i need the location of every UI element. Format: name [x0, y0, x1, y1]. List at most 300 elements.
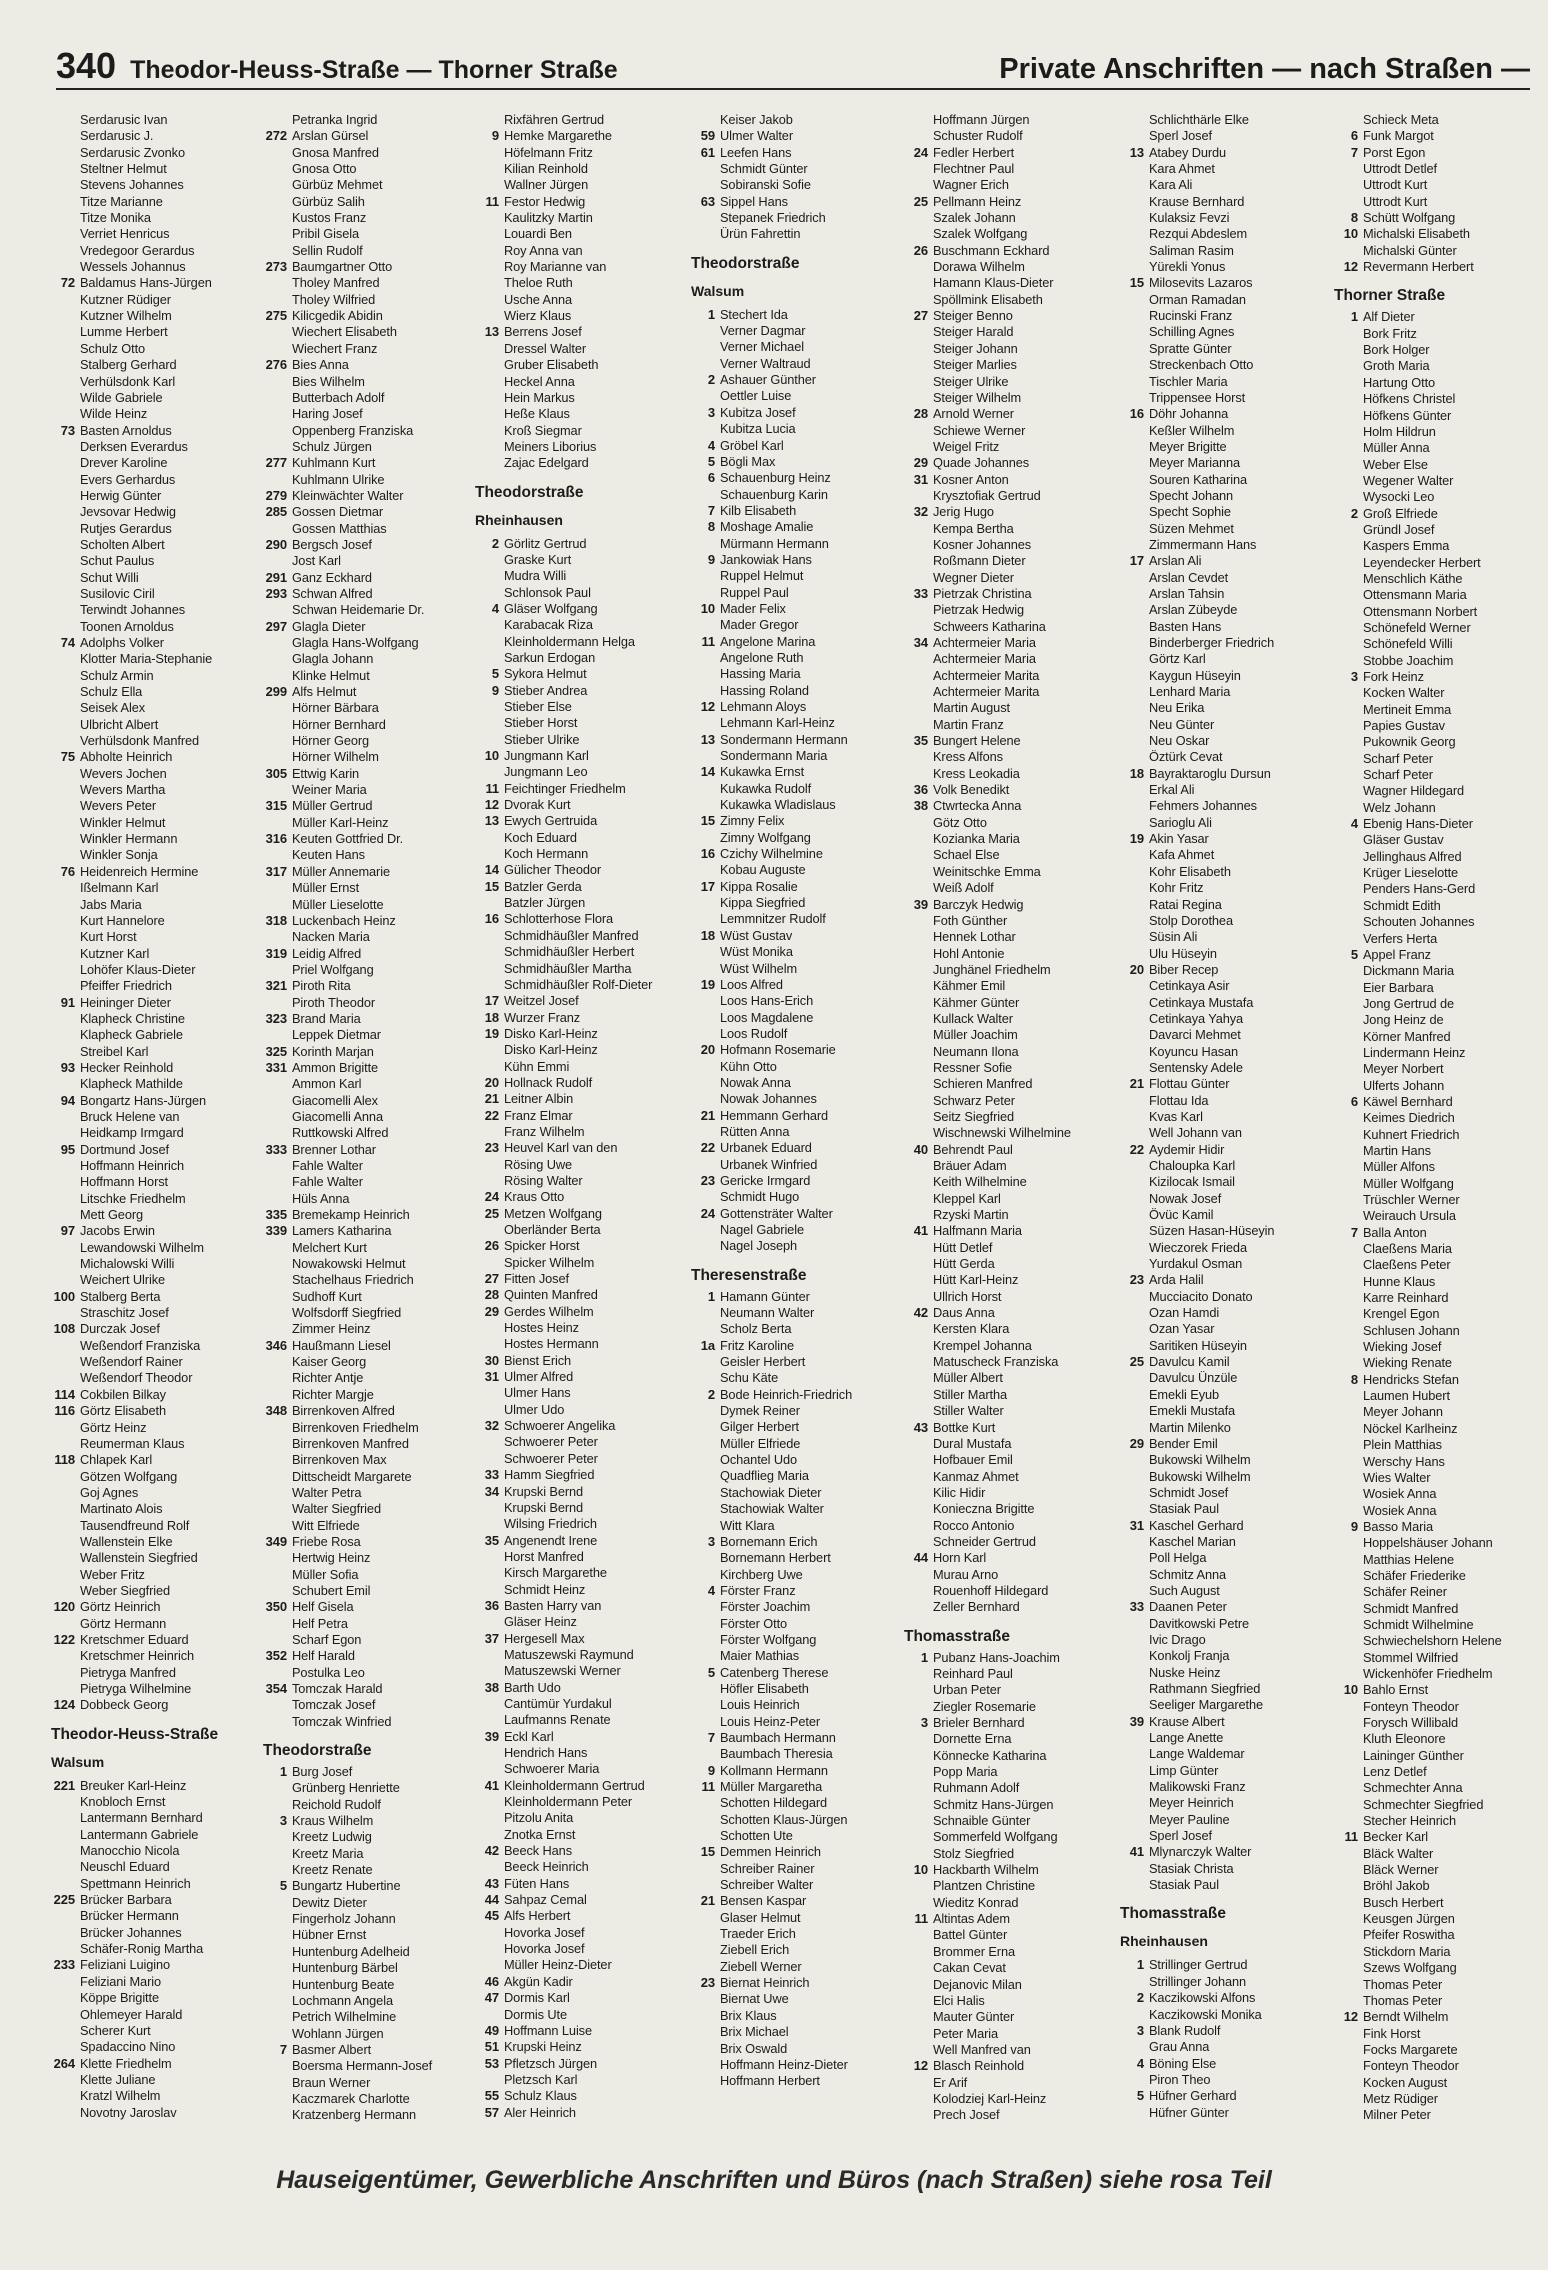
resident-entry	[690, 1583, 902, 1599]
resident-entry	[690, 1338, 902, 1354]
resident-entry	[903, 798, 1115, 814]
resident-entry	[50, 1957, 262, 1973]
resident-name: Ruttkowski Alfred	[292, 1125, 389, 1141]
house-number: 46	[484, 1973, 499, 1989]
resident-entry	[262, 1354, 474, 1370]
resident-name: Ruhmann Adolf	[933, 1780, 1020, 1796]
resident-entry	[262, 684, 474, 700]
resident-entry	[690, 1942, 902, 1958]
resident-name: Heidenreich Hermine	[80, 863, 199, 879]
resident-entry	[690, 388, 902, 404]
resident-name: Loos Alfred	[720, 976, 783, 992]
resident-name: Kleinholdermann Peter	[504, 1794, 633, 1810]
resident-entry	[262, 423, 474, 439]
house-number: 35	[913, 733, 928, 749]
resident-name: Stasiak Paul	[1149, 1501, 1219, 1517]
resident-entry	[50, 880, 262, 896]
house-number: 12	[700, 699, 715, 714]
resident-entry	[1119, 913, 1331, 929]
resident-name: Krysztofiak Gertrud	[933, 487, 1041, 503]
resident-entry	[474, 1729, 686, 1745]
resident-name: Straschitz Josef	[80, 1305, 169, 1321]
resident-entry	[1333, 1895, 1545, 1911]
resident-entry	[262, 1207, 474, 1223]
resident-name: Ratai Regina	[1149, 896, 1222, 912]
resident-name: Kraus Otto	[504, 1189, 565, 1205]
resident-name: Kobau Auguste	[720, 862, 806, 878]
house-number: 75	[60, 749, 75, 765]
resident-entry	[1119, 1648, 1331, 1664]
house-number: 28	[484, 1287, 499, 1303]
house-number: 335	[265, 1207, 287, 1223]
resident-name: Richter Margje	[292, 1386, 374, 1402]
resident-entry	[474, 1369, 686, 1385]
resident-entry	[50, 1060, 262, 1076]
resident-name: Hüls Anna	[292, 1190, 350, 1206]
resident-name: Gürbüz Mehmet	[292, 177, 383, 193]
house-number: 49	[484, 2022, 499, 2038]
resident-entry	[1333, 783, 1545, 799]
resident-name: Lehmann Karl-Heinz	[720, 715, 835, 731]
resident-name: Weiner Maria	[292, 782, 367, 798]
resident-entry	[474, 2007, 686, 2023]
resident-name: Mertineit Emma	[1363, 701, 1452, 717]
resident-entry	[1119, 1730, 1331, 1746]
resident-entry	[690, 862, 902, 878]
resident-entry	[50, 357, 262, 373]
resident-entry	[690, 1436, 902, 1452]
street-heading: Theresenstraße	[691, 1266, 807, 1284]
resident-name: Lochmann Angela	[292, 1992, 393, 2008]
resident-name: Tholey Wilfried	[292, 291, 376, 307]
resident-entry	[262, 1501, 474, 1517]
resident-entry	[50, 995, 262, 1011]
resident-entry	[262, 1583, 474, 1599]
resident-name: Serdarusic Ivan	[80, 112, 168, 127]
resident-name: Stepanek Friedrich	[720, 210, 826, 226]
resident-name: Lange Anette	[1149, 1730, 1224, 1746]
resident-entry	[690, 438, 902, 454]
resident-entry	[1119, 1828, 1331, 1844]
resident-name: Becker Karl	[1363, 1829, 1429, 1845]
resident-name: Schulz Jürgen	[292, 438, 372, 454]
house-number: 7	[1350, 1224, 1358, 1240]
resident-entry	[262, 1681, 474, 1697]
resident-name: Martin August	[933, 700, 1010, 716]
resident-entry	[262, 1174, 474, 1190]
resident-name: Förster Franz	[720, 1582, 796, 1598]
resident-entry	[474, 439, 686, 455]
resident-name: Süzen Mehmet	[1149, 520, 1234, 536]
resident-entry	[262, 1044, 474, 1060]
resident-entry	[1333, 1208, 1545, 1224]
resident-entry	[50, 1990, 262, 2006]
resident-entry	[50, 1778, 262, 1794]
resident-entry	[474, 993, 686, 1009]
resident-name: Stolz Siegfried	[933, 1845, 1015, 1861]
resident-entry	[262, 995, 474, 1011]
resident-entry	[474, 830, 686, 846]
resident-entry	[474, 1173, 686, 1189]
house-number: 11	[914, 1911, 928, 1927]
resident-entry	[1333, 342, 1545, 358]
resident-name: Fonteyn Theodor	[1363, 1698, 1459, 1714]
resident-name: Blasch Reinhold	[933, 2058, 1024, 2074]
resident-name: Mucciacito Donato	[1149, 1288, 1253, 1304]
resident-entry	[903, 1207, 1115, 1223]
resident-entry	[690, 1222, 902, 1238]
resident-entry	[690, 1485, 902, 1501]
resident-entry	[690, 1648, 902, 1664]
resident-entry	[50, 1827, 262, 1843]
house-number: 8	[707, 519, 715, 535]
resident-name: Schouten Johannes	[1363, 914, 1475, 930]
resident-name: Roy Marianne van	[504, 259, 607, 275]
resident-name: Specht Sophie	[1149, 504, 1231, 520]
resident-entry	[474, 1565, 686, 1581]
house-number: 7	[707, 1729, 715, 1745]
resident-entry	[903, 1878, 1115, 1894]
resident-entry	[1333, 1731, 1545, 1747]
resident-name: Matthias Helene	[1363, 1551, 1454, 1567]
resident-name: Welz Johann	[1363, 799, 1436, 815]
resident-entry	[903, 570, 1115, 586]
resident-entry	[1333, 112, 1545, 128]
resident-entry	[690, 194, 902, 210]
house-number: 38	[484, 1679, 499, 1695]
resident-entry	[1333, 358, 1545, 374]
resident-name: Pitzolu Anita	[504, 1810, 574, 1826]
resident-name: Bork Holger	[1363, 342, 1430, 358]
resident-entry	[690, 1321, 902, 1337]
resident-entry	[1333, 571, 1545, 587]
resident-name: Kaczmarek Charlotte	[292, 2090, 410, 2106]
resident-entry	[474, 112, 686, 128]
resident-entry	[1333, 996, 1545, 1012]
resident-entry	[1119, 1844, 1331, 1860]
resident-name: Cetinkaya Asir	[1149, 978, 1230, 994]
resident-name: Kippa Rosalie	[720, 878, 798, 894]
resident-name: Leefen Hans	[720, 144, 792, 160]
resident-name: Sondermann Maria	[720, 748, 828, 764]
resident-name: Oberländer Berta	[504, 1222, 601, 1237]
resident-name: Rocco Antonio	[933, 1517, 1015, 1533]
resident-entry	[262, 1813, 474, 1829]
resident-name: Basten Hans	[1149, 618, 1222, 634]
resident-name: Stieber Horst	[504, 715, 578, 731]
house-number: 5	[707, 1664, 715, 1680]
resident-entry	[262, 1240, 474, 1256]
house-number: 43	[484, 1875, 499, 1891]
resident-entry	[690, 813, 902, 829]
resident-entry	[1119, 1174, 1331, 1190]
resident-name: Walter Siegfried	[292, 1501, 381, 1517]
resident-name: Höfler Elisabeth	[720, 1680, 809, 1696]
resident-entry	[690, 226, 902, 242]
resident-entry	[903, 1599, 1115, 1615]
resident-name: Yürekli Yonus	[1149, 259, 1226, 275]
resident-entry	[690, 210, 902, 226]
resident-entry	[1119, 1485, 1331, 1501]
resident-name: Krupski Bernd	[504, 1483, 584, 1499]
resident-name: Grau Anna	[1149, 2039, 1210, 2055]
house-number: 11	[485, 193, 499, 209]
resident-name: Schlichthärle Elke	[1149, 112, 1249, 127]
resident-name: Steiger Ulrike	[933, 373, 1009, 389]
resident-name: Boersma Hermann-Josef	[292, 2058, 433, 2074]
resident-entry	[1119, 1534, 1331, 1550]
resident-entry	[1333, 408, 1545, 424]
resident-entry	[262, 2042, 474, 2058]
resident-name: Weirauch Ursula	[1363, 1208, 1456, 1224]
resident-name: Franz Elmar	[504, 1107, 573, 1123]
house-number: 36	[484, 1597, 499, 1613]
resident-name: Peter Maria	[933, 2025, 999, 2041]
resident-entry	[474, 145, 686, 161]
resident-entry	[1333, 1960, 1545, 1976]
resident-entry	[474, 1091, 686, 1107]
resident-name: Neu Oskar	[1149, 733, 1210, 749]
resident-name: Lantermann Gabriele	[80, 1826, 199, 1842]
house-number: 9	[491, 128, 499, 144]
resident-name: Sarioglu Ali	[1149, 814, 1212, 830]
resident-name: Schael Else	[933, 847, 1000, 863]
resident-name: Weigel Fritz	[933, 438, 1000, 454]
resident-entry	[1119, 602, 1331, 618]
resident-entry	[50, 2056, 262, 2072]
resident-entry	[50, 145, 262, 161]
resident-name: Höfelmann Fritz	[504, 144, 593, 160]
resident-name: Nowak Anna	[720, 1074, 791, 1090]
resident-name: Schneider Gertrud	[933, 1533, 1036, 1549]
resident-name: Kroß Siegmar	[504, 422, 582, 438]
resident-name: Milosevits Lazaros	[1149, 275, 1253, 291]
resident-name: Bies Anna	[292, 357, 349, 373]
resident-entry	[903, 2058, 1115, 2074]
resident-name: Dvorak Kurt	[504, 797, 571, 813]
house-number: 13	[484, 324, 499, 340]
resident-name: Keuten Gottfried Dr.	[292, 831, 404, 847]
resident-name: Höfkens Christel	[1363, 391, 1456, 407]
house-number: 352	[265, 1648, 287, 1664]
resident-name: Hoppelshäuser Johann	[1363, 1535, 1493, 1551]
resident-entry	[262, 553, 474, 569]
house-number: 122	[53, 1631, 75, 1647]
resident-entry	[50, 2023, 262, 2039]
resident-entry	[1119, 1861, 1331, 1877]
resident-entry	[690, 1877, 902, 1893]
resident-name: Käwel Bernhard	[1363, 1093, 1453, 1109]
directory-column-1	[50, 112, 262, 2132]
house-number: 333	[265, 1141, 287, 1157]
resident-entry	[690, 1861, 902, 1877]
resident-name: Groth Maria	[1363, 358, 1430, 374]
house-number: 325	[265, 1043, 287, 1059]
resident-entry	[474, 292, 686, 308]
resident-name: Schotten Ute	[720, 1828, 793, 1844]
resident-name: Schotten Klaus-Jürgen	[720, 1811, 848, 1827]
resident-name: Martin Franz	[933, 716, 1004, 732]
district-heading: Rheinhausen	[475, 511, 563, 528]
resident-name: Richter Antje	[292, 1370, 364, 1386]
resident-name: Kreetz Renate	[292, 1862, 373, 1878]
resident-entry	[903, 472, 1115, 488]
resident-name: Kaschel Gerhard	[1149, 1517, 1244, 1533]
resident-name: Achtermeier Maria	[933, 635, 1036, 650]
resident-name: Friebe Rosa	[292, 1533, 361, 1549]
house-number: 8	[1350, 210, 1358, 226]
resident-entry	[1333, 440, 1545, 456]
resident-entry	[474, 1761, 686, 1777]
resident-name: Jankowiak Hans	[720, 551, 812, 567]
resident-name: Keusgen Jürgen	[1363, 1911, 1455, 1927]
house-number: 2	[1350, 505, 1358, 521]
resident-entry	[50, 2039, 262, 2055]
resident-name: Birrenkoven Max	[292, 1452, 387, 1468]
resident-name: Kippa Siegfried	[720, 895, 806, 911]
resident-entry	[1333, 1110, 1545, 1126]
house-number: 9	[491, 682, 499, 698]
resident-name: Görtz Karl	[1149, 651, 1206, 667]
resident-entry	[1333, 1257, 1545, 1273]
resident-entry	[1119, 504, 1331, 520]
resident-entry	[474, 177, 686, 193]
resident-name: Birrenkoven Manfred	[292, 1435, 409, 1451]
resident-entry	[690, 732, 902, 748]
resident-name: Ulmer Hans	[504, 1385, 571, 1401]
house-number: 30	[484, 1352, 499, 1368]
house-number: 37	[484, 1630, 499, 1646]
house-number: 317	[265, 863, 287, 879]
resident-name: Louis Heinrich	[720, 1697, 800, 1713]
resident-name: Arslan Cevdet	[1149, 569, 1229, 585]
resident-name: Schulz Armin	[80, 667, 154, 683]
directory-column-4	[690, 112, 902, 2132]
resident-name: Biber Recep	[1149, 961, 1219, 977]
resident-entry	[50, 423, 262, 439]
resident-name: Fingerholz Johann	[292, 1911, 396, 1927]
resident-name: Martin Milenko	[1149, 1419, 1231, 1435]
house-number: 12	[484, 797, 499, 813]
resident-name: Stachowiak Walter	[720, 1501, 824, 1517]
resident-entry	[262, 1485, 474, 1501]
resident-name: Schut Paulus	[80, 553, 155, 569]
resident-name: Kilb Elisabeth	[720, 502, 797, 518]
resident-name: Dickmann Maria	[1363, 963, 1455, 979]
resident-name: Kanmaz Ahmet	[933, 1468, 1019, 1484]
resident-name: Lenz Detlef	[1363, 1764, 1427, 1780]
resident-name: Witt Klara	[720, 1517, 775, 1533]
resident-entry	[1333, 718, 1545, 734]
resident-entry	[50, 1174, 262, 1190]
resident-name: Wallenstein Siegfried	[80, 1550, 198, 1566]
resident-entry	[1333, 375, 1545, 391]
resident-entry	[50, 602, 262, 618]
resident-name: Martin Hans	[1363, 1142, 1431, 1158]
resident-name: Bienst Erich	[504, 1352, 572, 1368]
resident-entry	[1119, 798, 1331, 814]
resident-entry	[1333, 1486, 1545, 1502]
resident-entry	[474, 324, 686, 340]
resident-entry	[1119, 1060, 1331, 1076]
resident-entry	[50, 798, 262, 814]
resident-entry	[903, 766, 1115, 782]
resident-entry	[1333, 751, 1545, 767]
resident-name: Sykora Helmut	[504, 666, 587, 682]
resident-entry	[903, 1338, 1115, 1354]
resident-name: Pfeifer Roswitha	[1363, 1927, 1455, 1943]
resident-name: Övüc Kamil	[1149, 1207, 1214, 1223]
resident-entry	[690, 715, 902, 731]
resident-entry	[1119, 1256, 1331, 1272]
resident-name: Hassing Roland	[720, 682, 809, 698]
resident-name: Mauter Günter	[933, 2009, 1015, 2025]
resident-name: Krengel Egon	[1363, 1306, 1440, 1322]
resident-name: Flechtner Paul	[933, 161, 1015, 177]
resident-entry	[50, 2072, 262, 2088]
resident-entry	[474, 341, 686, 357]
resident-name: Kosner Johannes	[933, 536, 1032, 552]
resident-name: Litschke Friedhelm	[80, 1190, 186, 1206]
resident-entry	[1119, 1877, 1331, 1893]
house-number: 319	[265, 945, 287, 961]
resident-entry	[1333, 1748, 1545, 1764]
resident-entry	[903, 406, 1115, 422]
resident-entry	[903, 341, 1115, 357]
directory-column-6	[1119, 112, 1331, 2132]
house-number: 41	[1129, 1844, 1144, 1860]
resident-name: Müller Alfons	[1363, 1159, 1435, 1175]
resident-entry	[1333, 1519, 1545, 1535]
resident-name: Uttrodt Detlef	[1363, 161, 1437, 177]
house-number: 12	[1343, 259, 1358, 275]
resident-name: Neumann Walter	[720, 1305, 815, 1321]
house-number: 305	[265, 765, 287, 781]
resident-entry	[262, 635, 474, 651]
resident-entry	[690, 1091, 902, 1107]
resident-name: Hemmann Gerhard	[720, 1107, 829, 1123]
resident-name: Czichy Wilhelmine	[720, 846, 823, 862]
resident-entry	[1333, 980, 1545, 996]
resident-name: Tomczak Winfried	[292, 1713, 392, 1729]
resident-name: Spicker Wilhelm	[504, 1254, 595, 1270]
resident-name: Görlitz Gertrud	[504, 535, 587, 551]
resident-entry	[50, 521, 262, 537]
resident-name: Giacomelli Anna	[292, 1108, 383, 1124]
resident-entry	[1333, 424, 1545, 440]
resident-name: Winkler Helmut	[80, 814, 166, 830]
resident-name: Hecker Reinhold	[80, 1059, 174, 1075]
resident-name: Füten Hans	[504, 1875, 570, 1891]
resident-name: Saritiken Hüseyin	[1149, 1337, 1247, 1353]
resident-entry	[1333, 1372, 1545, 1388]
resident-entry	[1119, 1240, 1331, 1256]
resident-entry	[474, 1778, 686, 1794]
resident-name: Meyer Heinrich	[1149, 1795, 1234, 1811]
resident-entry	[262, 1321, 474, 1337]
resident-name: Znotka Ernst	[504, 1826, 576, 1842]
resident-name: Rütten Anna	[720, 1123, 790, 1139]
resident-entry	[262, 1550, 474, 1566]
resident-entry	[903, 880, 1115, 896]
house-number: 279	[265, 487, 287, 503]
resident-entry	[903, 1862, 1115, 1878]
resident-entry	[1333, 1911, 1545, 1927]
resident-entry	[1119, 374, 1331, 390]
resident-name: Mudra Willi	[504, 568, 567, 584]
resident-entry	[474, 1663, 686, 1679]
house-number: 285	[265, 504, 287, 520]
